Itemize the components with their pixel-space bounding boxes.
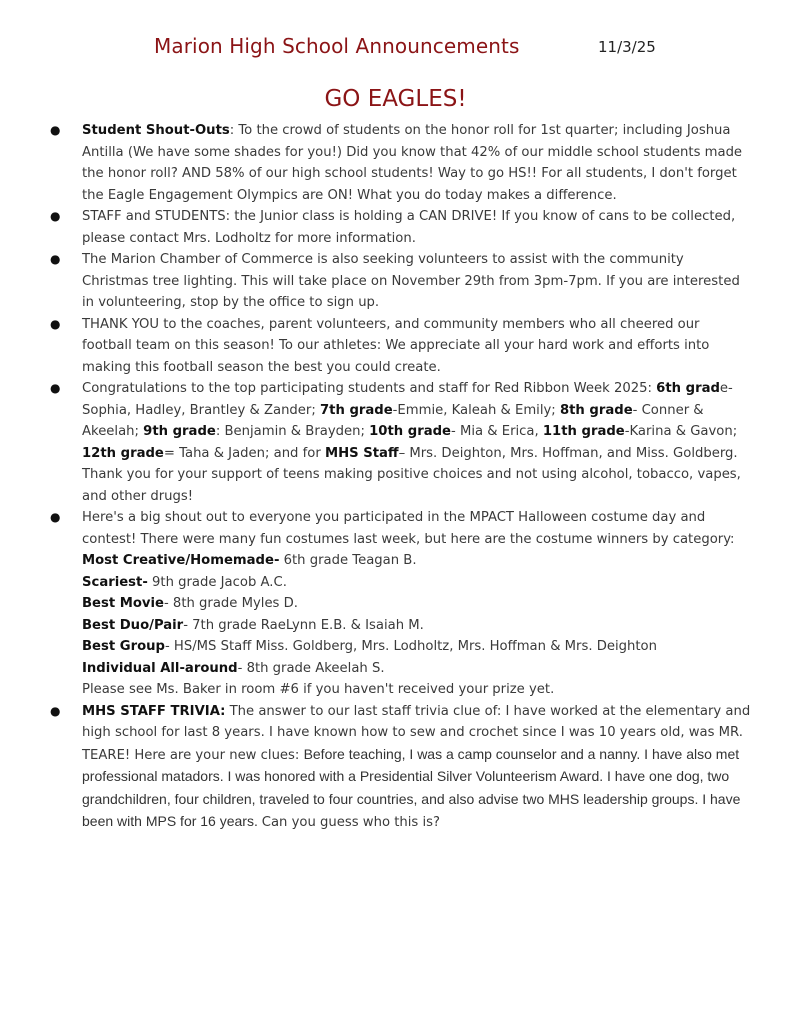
header bbox=[0, 34, 791, 64]
announcement-football bbox=[0, 314, 791, 379]
winner-name: 9th grade Jacob A.C. bbox=[147, 574, 287, 590]
grade-names: - Mia & Erica, bbox=[451, 424, 543, 439]
announcement-text: Congratulations to the top participating students and staff for Red Ribbon Week 2025: bbox=[82, 381, 657, 396]
trivia-question: Can you guess who this is? bbox=[261, 815, 440, 830]
grade-label: 12th grade bbox=[82, 445, 164, 461]
winner-row bbox=[82, 658, 751, 680]
winner-name: - 7th grade RaeLynn E.B. & Isaiah M. bbox=[183, 617, 424, 633]
grade-names: -Emmie, Kaleah & Emily; bbox=[392, 402, 560, 418]
announcement-chamber bbox=[0, 249, 791, 314]
date: 11/3/25 bbox=[598, 38, 656, 56]
winner-name: - HS/MS Staff Miss. Goldberg, Mrs. Lodholtz, Mrs. Hoffman & Mrs. Deighton bbox=[164, 639, 657, 654]
grade-label: 7th grade bbox=[319, 402, 393, 418]
grade-label: 6th grad bbox=[656, 381, 720, 396]
announcement-text: : To the crowd of students on the honor roll for 1st quarter; including Joshua Antilla (We have some shades for you!) Did you know that 42% of our middle school students made the honor roll? AND 58% of our high school students! Way to go HS!! For all students, I don't forget the Eagle Engagement Olympics are ON! What you do today makes a difference. bbox=[82, 123, 743, 203]
bullet-icon: ● bbox=[50, 209, 61, 223]
announcement-text: The Marion Chamber of Commerce is also seeking volunteers to assist with the community Christmas tree lighting. This will take place on November 29th from 3pm-7pm. If you are interested in volunteering, stop by the office to sign up. bbox=[82, 252, 740, 310]
grade-label: 10th grade bbox=[369, 424, 451, 439]
trivia-clues: Before teaching, I was a camp counselor and a nanny. I have also met professional matadors. I was honored with a Presidential Silver Volunteerism Award. I have one dog, two grandchildren, four children, traveled to four countries, and also advise two MHS leadership groups. I have been with MPS for 16 years. bbox=[82, 745, 741, 829]
grade-label: 11th grade bbox=[542, 424, 625, 439]
winner-category: Best Movie bbox=[82, 596, 164, 611]
grade-label: 9th grade bbox=[143, 424, 216, 439]
announcement-list bbox=[0, 120, 791, 834]
announcement-text: THANK YOU to the coaches, parent volunteers, and community members who all cheered our football team on this season! To our athletes: We appreciate all your hard work and efforts into making this football season the best you could create. bbox=[82, 316, 710, 375]
winner-name: - 8th grade Akeelah S. bbox=[237, 660, 385, 676]
winner-category: Best Group bbox=[82, 639, 165, 654]
winner-category: Most Creative/Homemade- bbox=[82, 553, 280, 568]
grade-names: -Karina & Gavon; bbox=[624, 424, 738, 439]
grade-names: = Taha & Jaden; and for bbox=[163, 445, 325, 461]
bullet-icon: ● bbox=[50, 510, 61, 524]
announcement-red-ribbon bbox=[0, 378, 791, 507]
grade-names: e-Sophia, Hadley, Brantley & Zander; bbox=[82, 381, 733, 418]
bullet-icon: ● bbox=[50, 316, 61, 331]
slogan: GO EAGLES! bbox=[324, 86, 467, 112]
staff-names: – Mrs. Deighton, Mrs. Hoffman, and Miss. Goldberg. Thank you for your support of teens making positive choices and not using alcohol, tobacco, vapes, and other drugs! bbox=[82, 445, 741, 504]
grade-label: 8th grade bbox=[559, 402, 633, 418]
winner-row bbox=[82, 550, 751, 572]
page-title: Marion High School Announcements bbox=[154, 34, 520, 58]
announcement-text: The answer to our last staff trivia clue of: I have worked at the elementary and high school for last 8 years. I have known how to sew and crochet since I was 10 years old, was MR. TEARE! Here are your new clues: bbox=[82, 703, 751, 763]
grade-names: - Conner & Akeelah; bbox=[82, 402, 704, 439]
winner-category: Best Duo/Pair bbox=[82, 617, 184, 633]
announcement-lead: Student Shout-Outs bbox=[82, 123, 230, 138]
winner-row bbox=[82, 615, 751, 637]
bullet-icon: ● bbox=[50, 252, 61, 266]
winner-name: 6th grade Teagan B. bbox=[279, 553, 417, 568]
announcement-can-drive bbox=[0, 206, 791, 249]
bullet-icon: ● bbox=[50, 381, 61, 395]
announcement-text: Here's a big shout out to everyone you participated in the MPACT Halloween costume day and contest! There were many fun costumes last week, but here are the costume winners by category: bbox=[82, 510, 735, 547]
announcement-lead: MHS STAFF TRIVIA: bbox=[82, 703, 226, 719]
winner-category: Scariest- bbox=[82, 574, 148, 590]
winner-row bbox=[82, 593, 751, 615]
announcement-trivia bbox=[0, 701, 791, 834]
winner-name: - 8th grade Myles D. bbox=[163, 596, 298, 611]
prize-note: Please see Ms. Baker in room #6 if you haven't received your prize yet. bbox=[82, 682, 555, 697]
grade-names: : Benjamin & Brayden; bbox=[215, 424, 370, 439]
announcement-halloween bbox=[0, 507, 791, 701]
staff-label: MHS Staff bbox=[324, 445, 399, 461]
winner-category: Individual All-around bbox=[82, 660, 238, 676]
winner-row bbox=[82, 636, 751, 658]
bullet-icon: ● bbox=[50, 123, 61, 137]
bullet-icon: ● bbox=[50, 703, 61, 718]
announcement-text: STAFF and STUDENTS: the Junior class is holding a CAN DRIVE! If you know of cans to be collected, please contact Mrs. Lodholtz for more information. bbox=[82, 209, 736, 246]
announcement-shout-outs bbox=[0, 120, 791, 206]
winner-row bbox=[82, 572, 751, 594]
